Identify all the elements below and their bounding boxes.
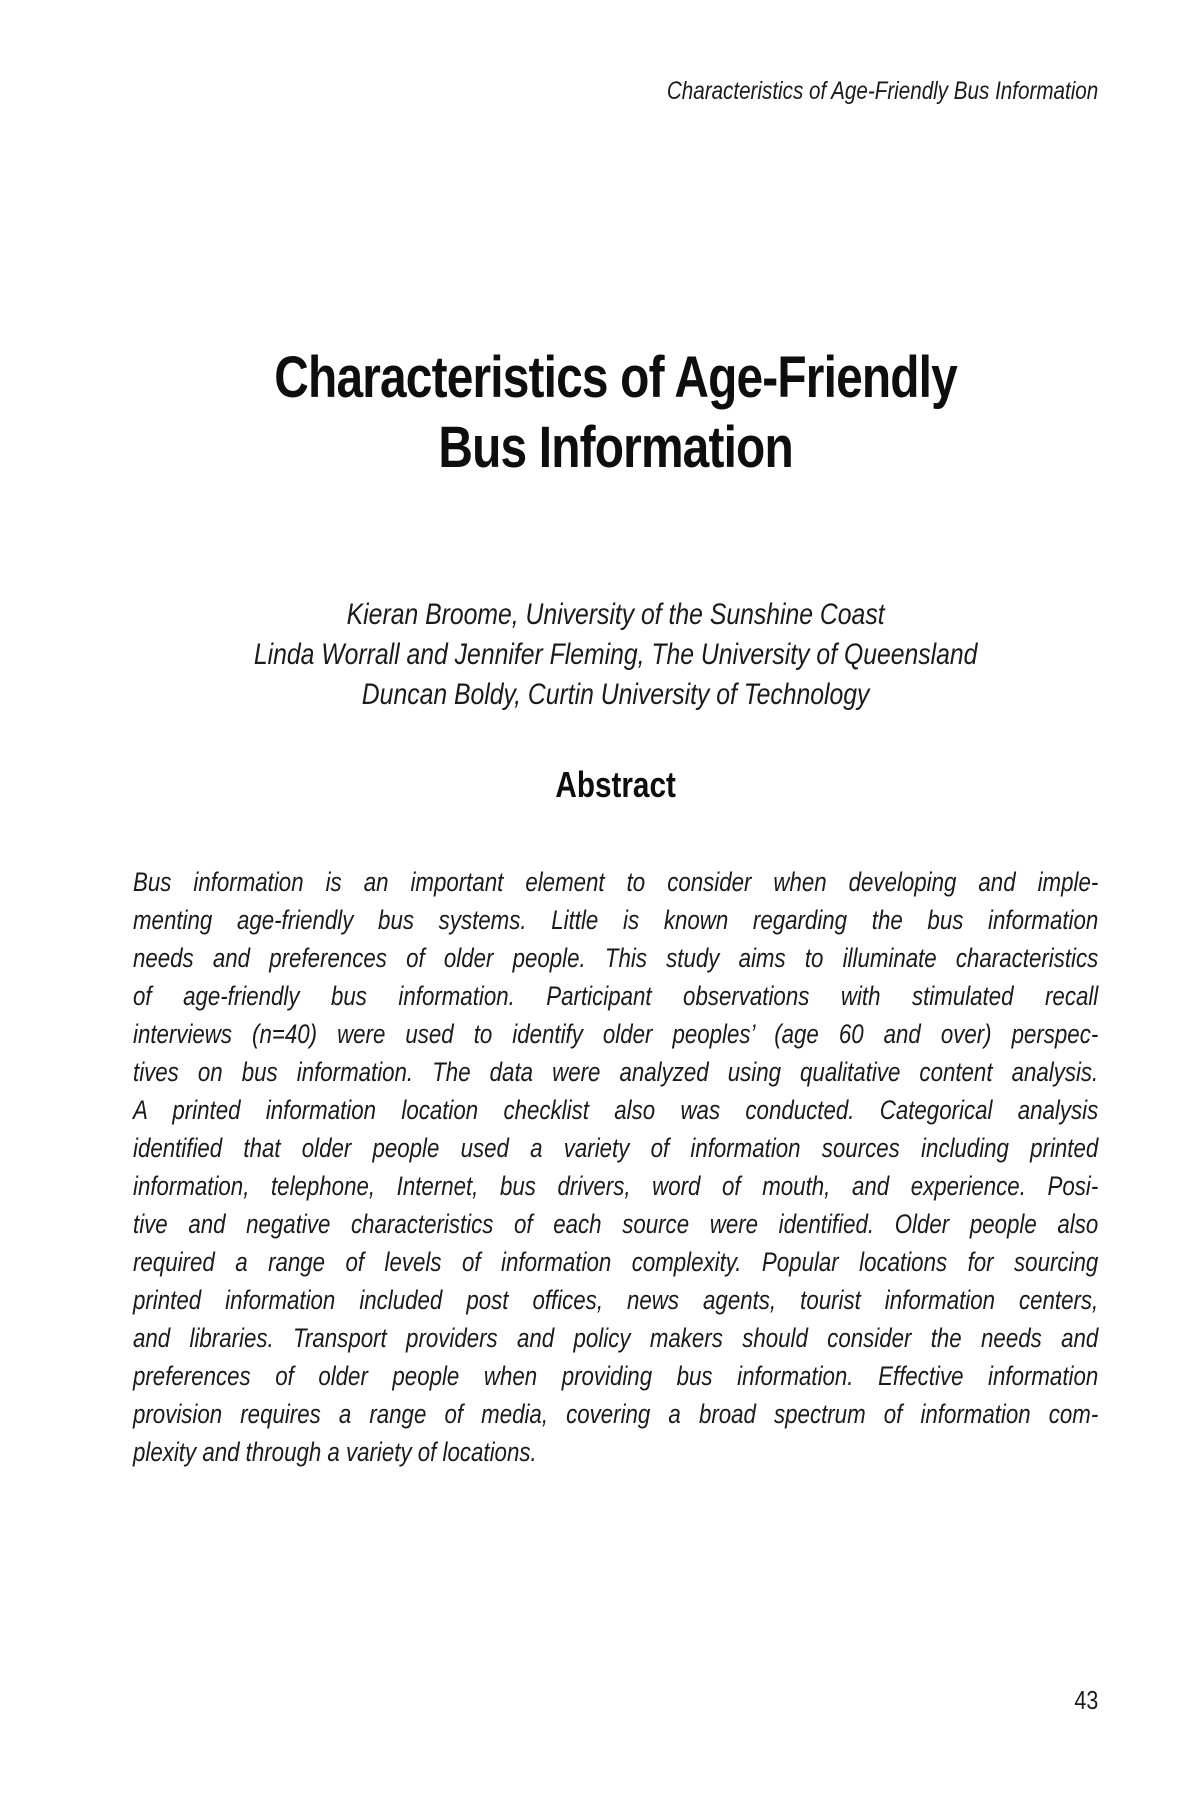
abstract-heading: Abstract bbox=[555, 764, 676, 805]
abstract-line: plexity and through a variety of locations. bbox=[133, 1437, 537, 1467]
abstract-line: Bus information is an important element to consider when developing and imple- bbox=[133, 867, 1099, 897]
author-line: Kieran Broome, University of the Sunshine Coast bbox=[346, 598, 885, 631]
article-title-line: Bus Information bbox=[438, 415, 793, 480]
page-number: 43 bbox=[1074, 1685, 1099, 1715]
abstract-line: needs and preferences of older people. This study aims to illuminate characteristics bbox=[133, 943, 1099, 973]
abstract-line: printed information included post offices, news agents, tourist information centers, bbox=[133, 1285, 1099, 1315]
page bbox=[133, 0, 1098, 1715]
abstract-line: menting age-friendly bus systems. Little is known regarding the bus information bbox=[133, 905, 1099, 935]
author-line: Linda Worrall and Jennifer Fleming, The University of Queensland bbox=[253, 638, 978, 671]
abstract-paragraph bbox=[133, 863, 1098, 1471]
abstract-line: information, telephone, Internet, bus drivers, word of mouth, and experience. Posi- bbox=[133, 1171, 1099, 1201]
abstract-line: of age-friendly bus information. Participant observations with stimulated recall bbox=[133, 981, 1099, 1011]
abstract-line: tives on bus information. The data were analyzed using qualitative content analysis. bbox=[133, 1057, 1099, 1087]
abstract-line: preferences of older people when providing bus information. Effective information bbox=[133, 1361, 1099, 1391]
author-line: Duncan Boldy, Curtin University of Technology bbox=[361, 678, 870, 711]
abstract-line: required a range of levels of information complexity. Popular locations for sourcing bbox=[133, 1247, 1099, 1277]
abstract-line: A printed information location checklist also was conducted. Categorical analysis bbox=[133, 1095, 1099, 1125]
abstract-line: identified that older people used a variety of information sources including printed bbox=[133, 1133, 1099, 1163]
abstract-line: interviews (n=40) were used to identify older peoples’ (age 60 and over) perspec- bbox=[133, 1019, 1099, 1049]
abstract-line: and libraries. Transport providers and policy makers should consider the needs and bbox=[133, 1323, 1099, 1353]
running-head: Characteristics of Age-Friendly Bus Information bbox=[666, 77, 1099, 105]
author-list bbox=[133, 595, 1098, 715]
article-title-line: Characteristics of Age-Friendly bbox=[274, 345, 957, 410]
abstract-line: tive and negative characteristics of each source were identified. Older people also bbox=[133, 1209, 1099, 1239]
article-title bbox=[133, 343, 1098, 483]
abstract-line: provision requires a range of media, covering a broad spectrum of information com- bbox=[133, 1399, 1099, 1429]
